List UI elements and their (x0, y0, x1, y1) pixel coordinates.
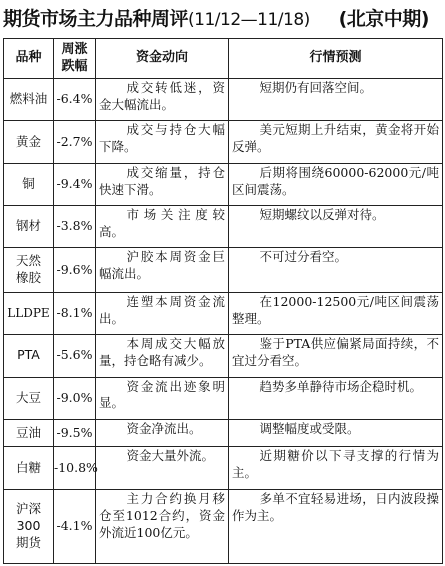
table-row (4, 121, 443, 163)
table-row (4, 206, 443, 248)
row-change: -9.5% (54, 419, 96, 447)
row-fund: 资金净流出。 (96, 419, 229, 447)
row-forecast: 趋势多单静待市场企稳时机。 (229, 377, 443, 419)
row-name: 黄金 (4, 121, 54, 163)
table-row (4, 292, 443, 334)
row-fund: 资金流出迹象明显。 (96, 377, 229, 419)
table-row (4, 489, 443, 563)
row-name: 沪深 300 期货 (4, 489, 54, 563)
row-forecast: 在12000-12500元/吨区间震荡整理。 (229, 292, 443, 334)
title-date: (11/12—11/18) (188, 10, 310, 30)
row-change: -2.7% (54, 121, 96, 163)
row-change: -3.8% (54, 206, 96, 248)
row-fund: 本周成交大幅放量，持仓略有减少。 (96, 335, 229, 377)
row-forecast: 调整幅度或受限。 (229, 419, 443, 447)
row-change: -10.8% (54, 447, 96, 489)
row-change: -6.4% (54, 79, 96, 121)
row-name: PTA (4, 335, 54, 377)
table-row (4, 335, 443, 377)
futures-review-table (3, 38, 443, 564)
header-fund-flow: 资金动向 (96, 39, 229, 79)
row-forecast: 不可过分看空。 (229, 248, 443, 292)
row-fund: 连塑本周资金流出。 (96, 292, 229, 334)
row-fund: 资金大量外流。 (96, 447, 229, 489)
row-name: 铜 (4, 163, 54, 205)
row-change: -5.6% (54, 335, 96, 377)
table-row (4, 377, 443, 419)
row-change: -8.1% (54, 292, 96, 334)
row-forecast: 后期将围绕60000-62000元/吨区间震荡。 (229, 163, 443, 205)
row-forecast: 短期仍有回落空间。 (229, 79, 443, 121)
header-forecast: 行情预测 (229, 39, 443, 79)
table-row (4, 79, 443, 121)
header-variety: 品种 (4, 39, 54, 79)
row-name: 燃料油 (4, 79, 54, 121)
row-fund: 成交缩量，持仓快速下滑。 (96, 163, 229, 205)
row-fund: 成交转低迷，资金大幅流出。 (96, 79, 229, 121)
row-name: 豆油 (4, 419, 54, 447)
row-name: 钢材 (4, 206, 54, 248)
table-row (4, 447, 443, 489)
title-main: 期货市场主力品种周评 (3, 8, 189, 30)
table-row (4, 163, 443, 205)
row-change: -9.6% (54, 248, 96, 292)
row-forecast: 短期螺纹以反弹对待。 (229, 206, 443, 248)
row-change: -9.4% (54, 163, 96, 205)
row-forecast: 近期糖价以下寻支撑的行情为主。 (229, 447, 443, 489)
row-name: 天然 橡胶 (4, 248, 54, 292)
row-change: -4.1% (54, 489, 96, 563)
table-header-row (4, 39, 443, 79)
page-title (3, 4, 443, 34)
title-source: (北京中期) (338, 8, 429, 30)
row-fund: 沪胶本周资金巨幅流出。 (96, 248, 229, 292)
row-name: 白糖 (4, 447, 54, 489)
row-name: LLDPE (4, 292, 54, 334)
row-name: 大豆 (4, 377, 54, 419)
row-fund: 成交与持仓大幅下降。 (96, 121, 229, 163)
row-forecast: 鉴于PTA供应偏紧局面持续，不宜过分看空。 (229, 335, 443, 377)
table-row (4, 248, 443, 292)
row-forecast: 美元短期上升结束，黄金将开始反弹。 (229, 121, 443, 163)
row-forecast: 多单不宜轻易进场，日内波段操作为主。 (229, 489, 443, 563)
header-weekly-change: 周涨 跌幅 (54, 39, 96, 79)
row-fund: 市场关注度较高。 (96, 206, 229, 248)
row-change: -9.0% (54, 377, 96, 419)
table-row (4, 419, 443, 447)
row-fund: 主力合约换月移仓至1012合约，资金外流近100亿元。 (96, 489, 229, 563)
